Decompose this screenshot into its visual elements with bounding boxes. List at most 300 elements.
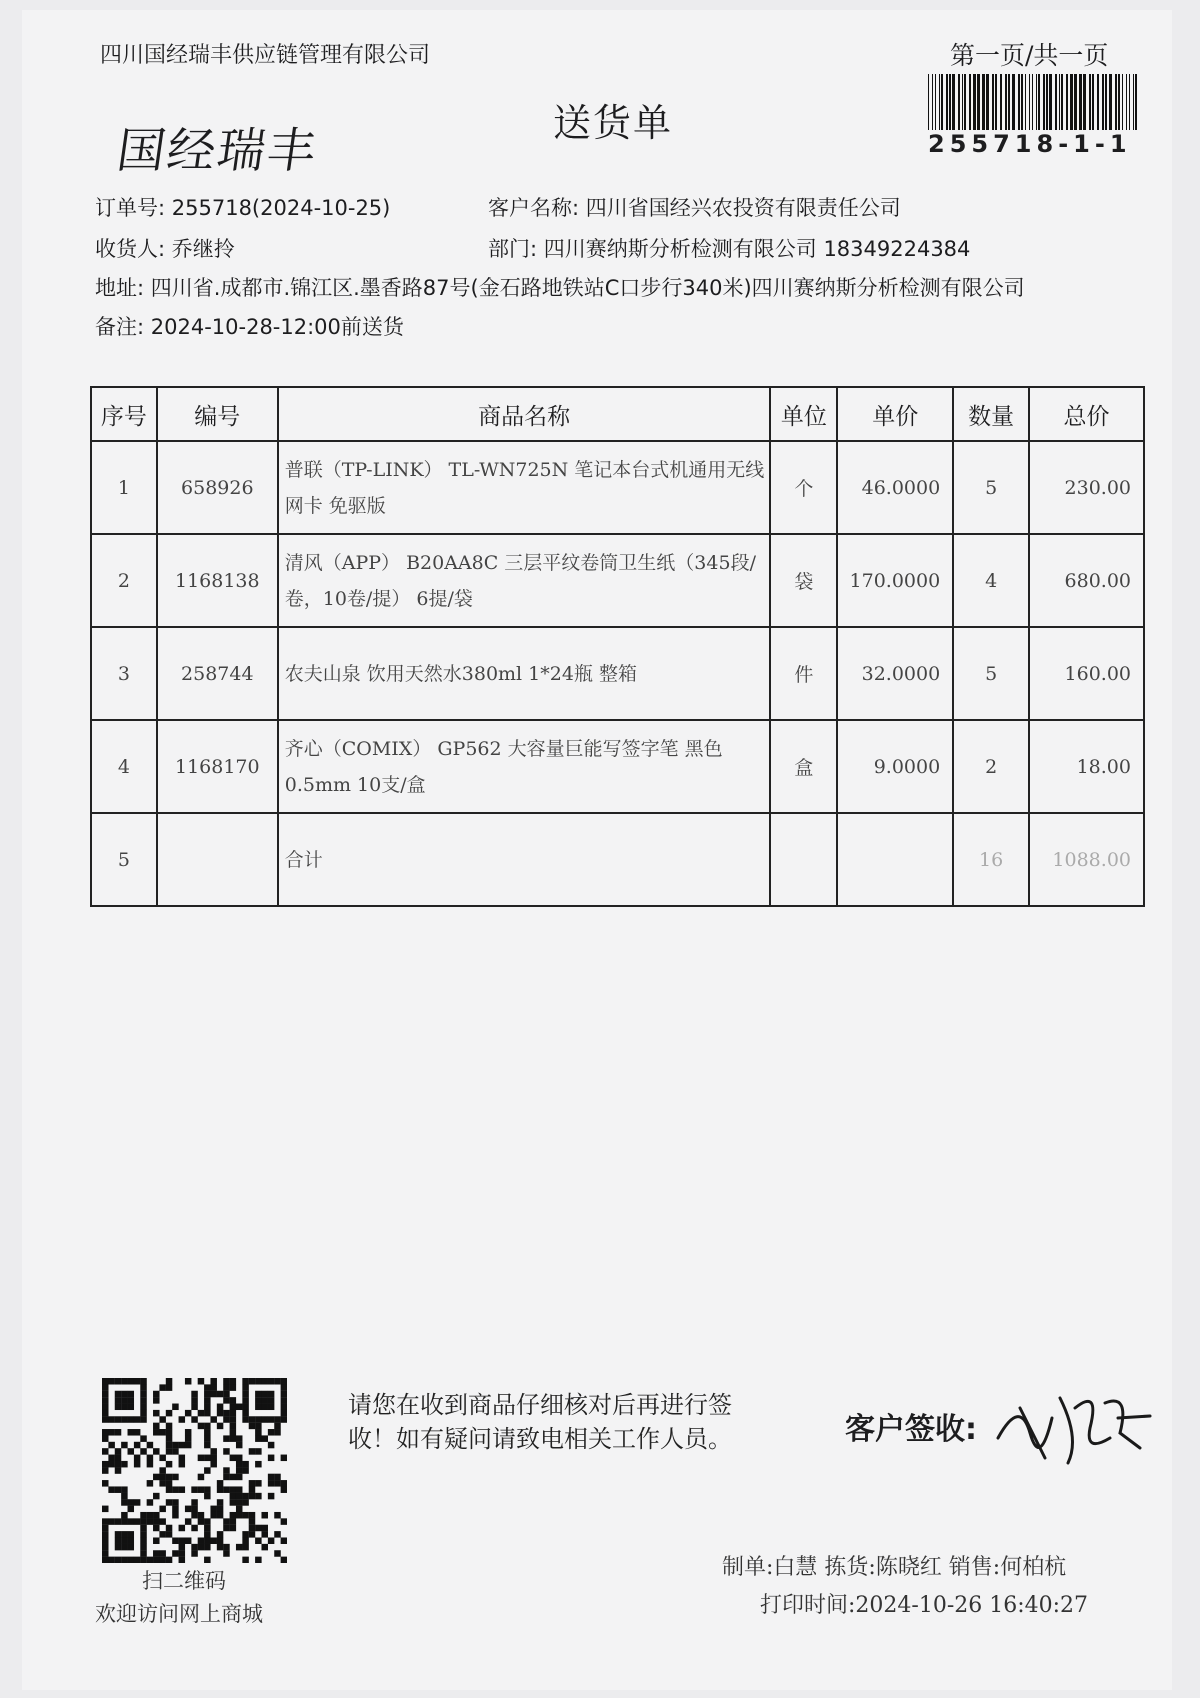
- qr-module: [230, 1429, 237, 1436]
- qr-module: [261, 1416, 268, 1423]
- qr-module: [179, 1525, 186, 1532]
- cell-total-qty: 16: [953, 813, 1029, 906]
- qr-module: [236, 1506, 243, 1513]
- page-indicator: 第一页/共一页: [950, 41, 1109, 70]
- qr-module: [166, 1480, 173, 1487]
- qr-module: [159, 1531, 166, 1538]
- qr-module: [140, 1512, 147, 1519]
- qr-module: [268, 1442, 275, 1449]
- cell-total: 160.00: [1029, 627, 1144, 720]
- customer-label: 客户名称:: [488, 196, 580, 220]
- cell-code: [157, 813, 278, 906]
- qr-module: [255, 1537, 262, 1544]
- qr-module: [217, 1537, 224, 1544]
- qr-module: [115, 1467, 122, 1474]
- qr-module: [166, 1557, 173, 1563]
- qr-module: [198, 1518, 205, 1525]
- qr-module: [242, 1537, 249, 1544]
- qr-module: [274, 1480, 281, 1487]
- qr-module: [230, 1474, 237, 1481]
- qr-module: [121, 1404, 128, 1411]
- qr-module: [204, 1455, 211, 1462]
- barcode-bar: [1018, 74, 1020, 130]
- qr-module: [230, 1404, 237, 1411]
- qr-module: [191, 1550, 198, 1557]
- qr-module: [172, 1486, 179, 1493]
- qr-module: [242, 1378, 249, 1385]
- qr-module: [255, 1525, 262, 1532]
- qr-module: [204, 1391, 211, 1398]
- qr-module: [153, 1474, 160, 1481]
- qr-module: [198, 1423, 205, 1430]
- barcode-bar: [1089, 74, 1091, 130]
- qr-module: [210, 1461, 217, 1468]
- qr-module: [204, 1442, 211, 1449]
- qr-module: [159, 1518, 166, 1525]
- barcode: [928, 74, 1138, 130]
- qr-module: [121, 1544, 128, 1551]
- brand-logo: 国经瑞丰: [113, 123, 322, 179]
- qr-module: [268, 1391, 275, 1398]
- cell-total: 18.00: [1029, 720, 1144, 813]
- order-label: 订单号:: [95, 196, 166, 220]
- qr-module: [261, 1378, 268, 1385]
- qr-module: [204, 1404, 211, 1411]
- qr-module: [236, 1461, 243, 1468]
- qr-module: [121, 1518, 128, 1525]
- qr-module: [159, 1429, 166, 1436]
- qr-module: [140, 1448, 147, 1455]
- qr-module: [268, 1493, 275, 1500]
- qr-module: [274, 1512, 281, 1519]
- barcode-bar: [962, 74, 963, 130]
- qr-module: [210, 1391, 217, 1398]
- qr-module: [128, 1448, 135, 1455]
- qr-module: [159, 1416, 166, 1423]
- qr-module: [210, 1537, 217, 1544]
- qr-module: [204, 1493, 211, 1500]
- qr-module: [198, 1455, 205, 1462]
- qr-module: [115, 1391, 122, 1398]
- qr-module: [274, 1378, 281, 1385]
- barcode-bar: [973, 74, 976, 130]
- qr-module: [217, 1486, 224, 1493]
- qr-module: [128, 1518, 135, 1525]
- qr-module: [255, 1429, 262, 1436]
- qr-module: [204, 1410, 211, 1417]
- header-price: 单价: [837, 387, 953, 441]
- qr-module: [102, 1557, 109, 1563]
- customer-value: 四川省国经兴农投资有限责任公司: [585, 196, 901, 220]
- qr-module: [121, 1461, 128, 1468]
- barcode-bar: [949, 74, 951, 130]
- qr-module: [159, 1474, 166, 1481]
- qr-module: [281, 1404, 287, 1411]
- cell-qty: 5: [953, 441, 1029, 534]
- qr-module: [242, 1416, 249, 1423]
- qr-module: [128, 1404, 135, 1411]
- qr-module: [166, 1525, 173, 1532]
- order-number-line: [95, 192, 390, 222]
- qr-module: [128, 1416, 135, 1423]
- qr-module: [153, 1537, 160, 1544]
- barcode-bar: [1126, 74, 1127, 130]
- barcode-bar: [964, 74, 966, 130]
- qr-module: [268, 1404, 275, 1411]
- qr-module: [230, 1518, 237, 1525]
- qr-module: [179, 1461, 186, 1468]
- barcode-bar: [995, 74, 997, 130]
- qr-module: [236, 1486, 243, 1493]
- qr-module: [242, 1512, 249, 1519]
- table-row: [91, 720, 1144, 813]
- barcode-bar: [1061, 74, 1063, 130]
- qr-module: [108, 1429, 115, 1436]
- cell-total-label: 合计: [278, 813, 771, 906]
- qr-module: [140, 1550, 147, 1557]
- qr-module: [140, 1410, 147, 1417]
- qr-module: [153, 1493, 160, 1500]
- qr-module: [172, 1506, 179, 1513]
- qr-module: [204, 1544, 211, 1551]
- qr-module: [281, 1480, 287, 1487]
- staff-line: 制单:白慧 拣货:陈晓红 销售:何柏杭: [722, 1555, 1067, 1580]
- qr-module: [134, 1557, 141, 1563]
- qr-module: [242, 1531, 249, 1538]
- qr-module: [198, 1486, 205, 1493]
- qr-module: [281, 1518, 287, 1525]
- cell-name: 齐心（COMIX） GP562 大容量巨能写签字笔 黑色 0.5mm 10支/盒: [278, 720, 771, 813]
- qr-module: [261, 1397, 268, 1404]
- receiver-value: 乔继拎: [171, 237, 235, 261]
- qr-code: [102, 1378, 287, 1563]
- cell-grand-total: 1088.00: [1029, 813, 1144, 906]
- qr-module: [115, 1378, 122, 1385]
- cell-unit: 袋: [770, 534, 837, 627]
- qr-module: [140, 1391, 147, 1398]
- qr-module: [121, 1537, 128, 1544]
- barcode-bar: [1074, 74, 1077, 130]
- qr-module: [140, 1397, 147, 1404]
- qr-module: [102, 1397, 109, 1404]
- qr-module: [166, 1435, 173, 1442]
- qr-module: [166, 1531, 173, 1538]
- qr-module: [108, 1378, 115, 1385]
- qr-module: [185, 1435, 192, 1442]
- cell-unit: [770, 813, 837, 906]
- qr-module: [281, 1378, 287, 1385]
- header-seq: 序号: [91, 387, 157, 441]
- qr-module: [108, 1486, 115, 1493]
- qr-module: [191, 1486, 198, 1493]
- qr-module: [249, 1493, 256, 1500]
- qr-module: [115, 1397, 122, 1404]
- qr-module: [236, 1544, 243, 1551]
- qr-module: [249, 1486, 256, 1493]
- qr-module: [115, 1404, 122, 1411]
- qr-module: [261, 1525, 268, 1532]
- qr-module: [191, 1512, 198, 1519]
- qr-module: [128, 1499, 135, 1506]
- qr-module: [128, 1391, 135, 1398]
- qr-module: [230, 1525, 237, 1532]
- qr-module: [242, 1557, 249, 1563]
- department-value: 四川赛纳斯分析检测有限公司 18349224384: [543, 237, 971, 261]
- qr-module: [179, 1537, 186, 1544]
- qr-module: [102, 1384, 109, 1391]
- barcode-bar: [986, 74, 989, 130]
- qr-module: [268, 1429, 275, 1436]
- qr-module: [281, 1391, 287, 1398]
- qr-module: [236, 1467, 243, 1474]
- qr-module: [281, 1416, 287, 1423]
- qr-module: [185, 1442, 192, 1449]
- qr-module: [274, 1429, 281, 1436]
- qr-module: [268, 1474, 275, 1481]
- barcode-number: 255718-1-1: [928, 130, 1132, 158]
- qr-module: [153, 1550, 160, 1557]
- qr-module: [102, 1461, 109, 1468]
- barcode-bar: [1032, 74, 1033, 130]
- qr-module: [255, 1448, 262, 1455]
- qr-module: [236, 1499, 243, 1506]
- qr-module: [217, 1410, 224, 1417]
- qr-module: [261, 1404, 268, 1411]
- qr-module: [198, 1512, 205, 1519]
- qr-module: [172, 1537, 179, 1544]
- barcode-bar: [1029, 74, 1030, 130]
- barcode-bar: [935, 74, 936, 130]
- qr-module: [159, 1467, 166, 1474]
- qr-module: [255, 1435, 262, 1442]
- qr-module: [159, 1455, 166, 1462]
- goods-table: [90, 386, 1145, 907]
- qr-module: [268, 1397, 275, 1404]
- qr-module: [147, 1499, 154, 1506]
- qr-module: [179, 1442, 186, 1449]
- barcode-bar: [1109, 74, 1112, 130]
- qr-module: [102, 1416, 109, 1423]
- qr-module: [217, 1506, 224, 1513]
- cell-unit: 盒: [770, 720, 837, 813]
- qr-module: [140, 1525, 147, 1532]
- barcode-bar: [1055, 74, 1057, 130]
- qr-module: [255, 1557, 262, 1563]
- cell-qty: 4: [953, 534, 1029, 627]
- qr-module: [166, 1384, 173, 1391]
- barcode-bar: [946, 74, 948, 130]
- handwritten-signature: [990, 1378, 1160, 1468]
- document-title: 送货单: [553, 101, 674, 145]
- qr-module: [102, 1550, 109, 1557]
- qr-module: [153, 1448, 160, 1455]
- barcode-bar: [977, 74, 980, 130]
- qr-module: [242, 1544, 249, 1551]
- qr-module: [204, 1384, 211, 1391]
- receiver-label: 收货人:: [95, 237, 166, 261]
- qr-module: [261, 1544, 268, 1551]
- qr-module: [179, 1557, 186, 1563]
- barcode-bar: [1025, 74, 1026, 130]
- qr-module: [242, 1467, 249, 1474]
- qr-module: [134, 1499, 141, 1506]
- address-line: [95, 272, 1025, 302]
- qr-module: [153, 1410, 160, 1417]
- qr-module: [172, 1499, 179, 1506]
- barcode-bar: [1070, 74, 1073, 130]
- qr-label: 扫二维码: [142, 1569, 226, 1593]
- qr-module: [115, 1429, 122, 1436]
- barcode-bar: [969, 74, 971, 130]
- qr-module: [236, 1493, 243, 1500]
- cell-seq: 4: [91, 720, 157, 813]
- qr-module: [242, 1493, 249, 1500]
- qr-module: [204, 1518, 211, 1525]
- qr-module: [210, 1506, 217, 1513]
- qr-module: [191, 1416, 198, 1423]
- qr-module: [121, 1557, 128, 1563]
- qr-module: [115, 1531, 122, 1538]
- qr-module: [204, 1423, 211, 1430]
- qr-module: [172, 1512, 179, 1519]
- qr-module: [242, 1461, 249, 1468]
- qr-module: [249, 1480, 256, 1487]
- qr-module: [121, 1391, 128, 1398]
- qr-module: [166, 1429, 173, 1436]
- barcode-bar: [952, 74, 955, 130]
- qr-module: [147, 1442, 154, 1449]
- qr-module: [140, 1531, 147, 1538]
- header-qty: 数量: [953, 387, 1029, 441]
- cell-qty: 5: [953, 627, 1029, 720]
- barcode-bar: [1021, 74, 1023, 130]
- qr-module: [274, 1474, 281, 1481]
- qr-module: [121, 1512, 128, 1519]
- header-total: 总价: [1029, 387, 1144, 441]
- qr-module: [166, 1461, 173, 1468]
- qr-module: [134, 1429, 141, 1436]
- qr-module: [242, 1384, 249, 1391]
- qr-module: [147, 1455, 154, 1462]
- qr-module: [102, 1410, 109, 1417]
- qr-module: [204, 1486, 211, 1493]
- qr-module: [230, 1486, 237, 1493]
- barcode-bar: [1105, 74, 1107, 130]
- cell-qty: 2: [953, 720, 1029, 813]
- qr-module: [210, 1448, 217, 1455]
- qr-module: [166, 1486, 173, 1493]
- qr-module: [159, 1480, 166, 1487]
- barcode-bar: [1049, 74, 1052, 130]
- qr-module: [128, 1531, 135, 1538]
- qr-module: [268, 1480, 275, 1487]
- qr-module: [223, 1544, 230, 1551]
- cell-unit: 个: [770, 441, 837, 534]
- qr-module: [274, 1423, 281, 1430]
- qr-module: [153, 1429, 160, 1436]
- qr-module: [172, 1404, 179, 1411]
- order-value: 255718(2024-10-25): [171, 196, 391, 220]
- barcode-bar: [1135, 74, 1137, 130]
- qr-module: [198, 1537, 205, 1544]
- cell-total: 230.00: [1029, 441, 1144, 534]
- qr-module: [172, 1448, 179, 1455]
- barcode-bar: [958, 74, 960, 130]
- qr-module: [153, 1557, 160, 1563]
- qr-module: [223, 1410, 230, 1417]
- qr-module: [115, 1544, 122, 1551]
- qr-module: [255, 1416, 262, 1423]
- qr-module: [210, 1416, 217, 1423]
- qr-module: [108, 1557, 115, 1563]
- qr-module: [128, 1397, 135, 1404]
- qr-module: [236, 1442, 243, 1449]
- qr-module: [128, 1429, 135, 1436]
- qr-module: [140, 1384, 147, 1391]
- qr-module: [128, 1544, 135, 1551]
- barcode-bar: [1129, 74, 1130, 130]
- qr-module: [179, 1416, 186, 1423]
- qr-module: [249, 1448, 256, 1455]
- barcode-bar: [992, 74, 994, 130]
- qr-module: [102, 1429, 109, 1436]
- qr-module: [166, 1442, 173, 1449]
- qr-module: [191, 1404, 198, 1411]
- qr-module: [217, 1512, 224, 1519]
- qr-module: [153, 1397, 160, 1404]
- qr-module: [102, 1480, 109, 1487]
- qr-module: [185, 1506, 192, 1513]
- qr-module: [255, 1423, 262, 1430]
- qr-module: [249, 1378, 256, 1385]
- department-label: 部门:: [488, 237, 538, 261]
- qr-module: [147, 1557, 154, 1563]
- cell-seq: 5: [91, 813, 157, 906]
- cell-total: 680.00: [1029, 534, 1144, 627]
- qr-module: [102, 1518, 109, 1525]
- qr-module: [172, 1474, 179, 1481]
- qr-module: [191, 1499, 198, 1506]
- qr-module: [230, 1512, 237, 1519]
- barcode-bar: [1092, 74, 1094, 130]
- note-value: 2024-10-28-12:00前送货: [150, 315, 404, 339]
- barcode-bar: [1059, 74, 1060, 130]
- qr-module: [179, 1455, 186, 1462]
- qr-module: [159, 1550, 166, 1557]
- cell-seq: 3: [91, 627, 157, 720]
- qr-module: [230, 1378, 237, 1385]
- qr-module: [166, 1378, 173, 1385]
- qr-module: [217, 1544, 224, 1551]
- barcode-bar: [1115, 74, 1117, 130]
- qr-module: [140, 1537, 147, 1544]
- qr-module: [179, 1544, 186, 1551]
- qr-module: [115, 1416, 122, 1423]
- cell-name: 普联（TP-LINK） TL-WN725N 笔记本台式机通用无线网卡 免驱版: [278, 441, 771, 534]
- qr-module: [223, 1435, 230, 1442]
- qr-module: [261, 1435, 268, 1442]
- qr-module: [242, 1397, 249, 1404]
- qr-module: [204, 1531, 211, 1538]
- qr-module: [242, 1410, 249, 1417]
- barcode-bar: [1133, 74, 1134, 130]
- qr-module: [153, 1518, 160, 1525]
- qr-module: [153, 1525, 160, 1532]
- qr-module: [217, 1531, 224, 1538]
- qr-module: [115, 1461, 122, 1468]
- qr-module: [223, 1391, 230, 1398]
- qr-module: [281, 1455, 287, 1462]
